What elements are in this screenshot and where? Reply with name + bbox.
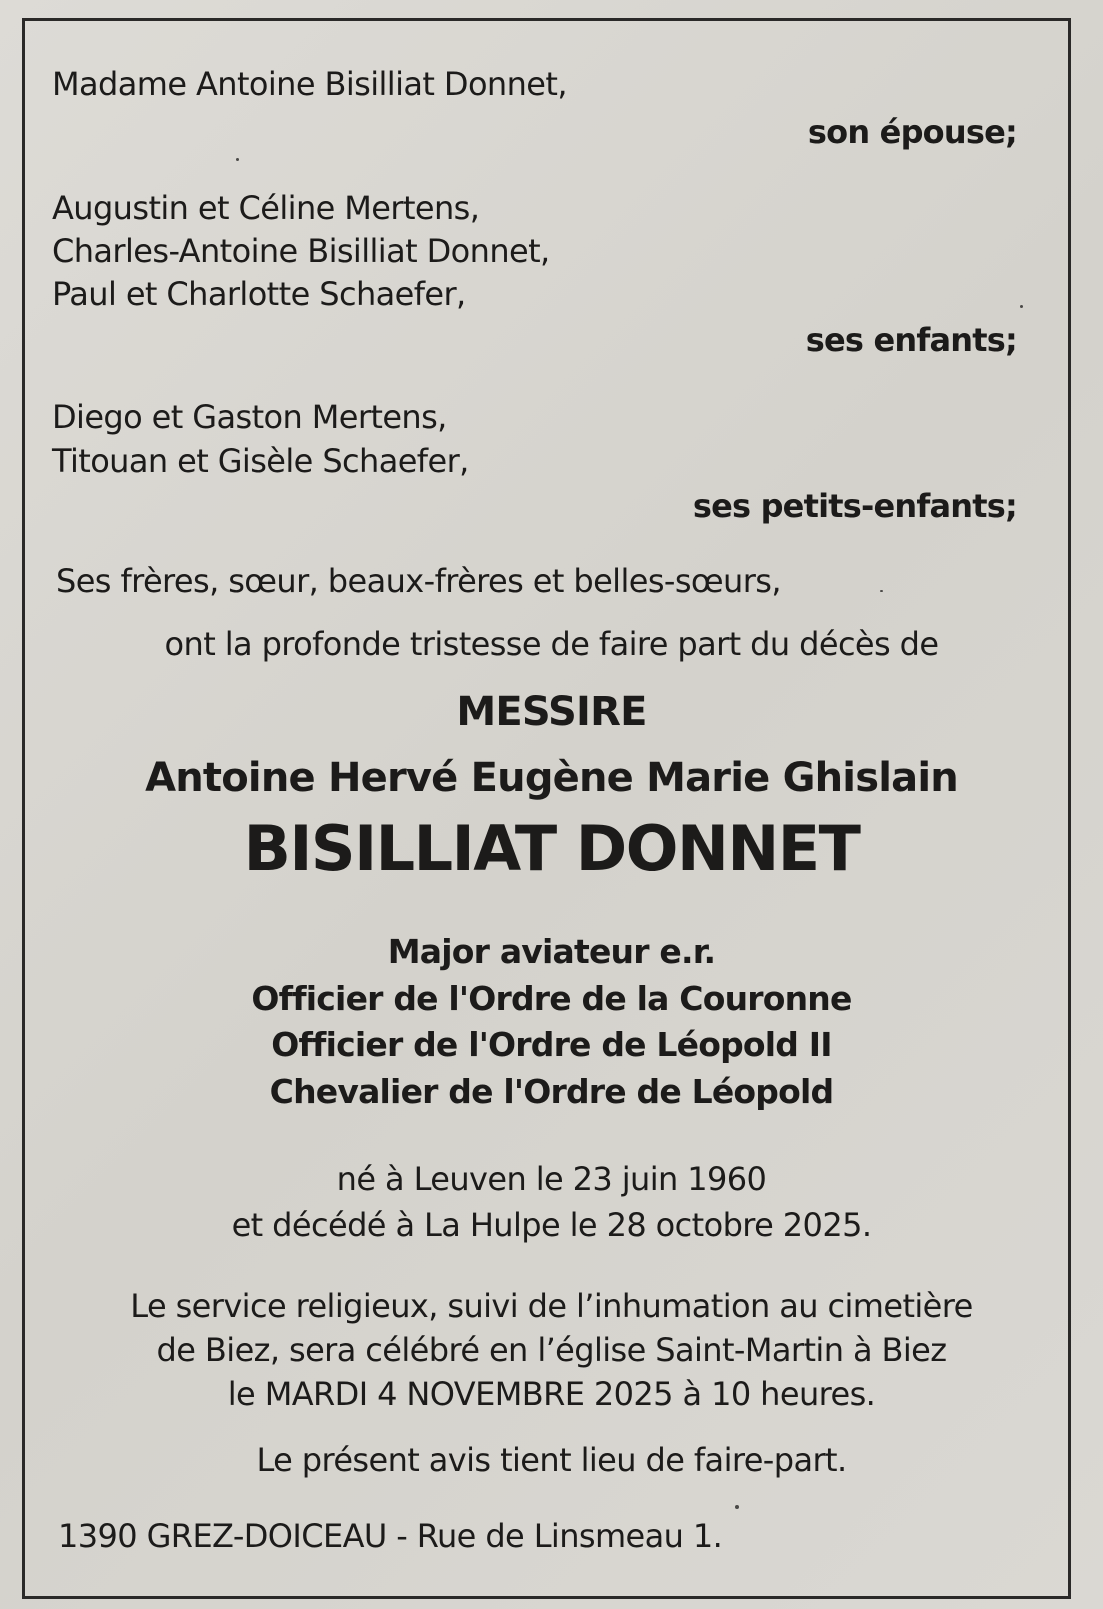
paper-speck	[880, 590, 883, 592]
paper-speck	[735, 1505, 739, 1509]
service-line: de Biez, sera célébré en l’église Saint-Martin à Biez	[156, 1331, 947, 1369]
spouse-name: Madame Antoine Bisilliat Donnet,	[52, 65, 567, 103]
paper-speck	[1020, 305, 1023, 308]
given-names: Antoine Hervé Eugène Marie Ghislain	[145, 755, 958, 801]
death-line: et décédé à La Hulpe le 28 octobre 2025.	[231, 1206, 872, 1244]
children-role: ses enfants;	[805, 321, 1017, 359]
grandchild-line: Diego et Gaston Mertens,	[52, 398, 447, 436]
service-line: le MARDI 4 NOVEMBRE 2025 à 10 heures.	[227, 1375, 876, 1413]
distinction-line: Officier de l'Ordre de la Couronne	[251, 979, 852, 1018]
honorific: MESSIRE	[456, 689, 647, 735]
distinction-line: Chevalier de l'Ordre de Léopold	[269, 1072, 834, 1111]
spouse-role: son épouse;	[807, 113, 1017, 151]
child-line: Augustin et Céline Mertens,	[52, 189, 480, 227]
siblings-line: Ses frères, sœur, beaux-frères et belles-sœurs,	[56, 562, 781, 600]
surname: BISILLIAT DONNET	[243, 812, 860, 885]
address-line: 1390 GREZ-DOICEAU - Rue de Linsmeau 1.	[58, 1517, 723, 1555]
birth-line: né à Leuven le 23 juin 1960	[336, 1160, 767, 1198]
notice-line: Le présent avis tient lieu de faire-part.	[256, 1441, 847, 1479]
grandchild-line: Titouan et Gisèle Schaefer,	[52, 442, 469, 480]
distinction-line: Major aviateur e.r.	[387, 932, 716, 971]
service-line: Le service religieux, suivi de l’inhumation au cimetière	[130, 1287, 973, 1325]
paper-speck	[236, 158, 239, 161]
announcement-line: ont la profonde tristesse de faire part du décès de	[164, 625, 939, 663]
distinction-line: Officier de l'Ordre de Léopold II	[271, 1025, 832, 1064]
child-line: Charles-Antoine Bisilliat Donnet,	[52, 232, 550, 270]
grandchildren-role: ses petits-enfants;	[692, 487, 1017, 525]
child-line: Paul et Charlotte Schaefer,	[52, 275, 466, 313]
